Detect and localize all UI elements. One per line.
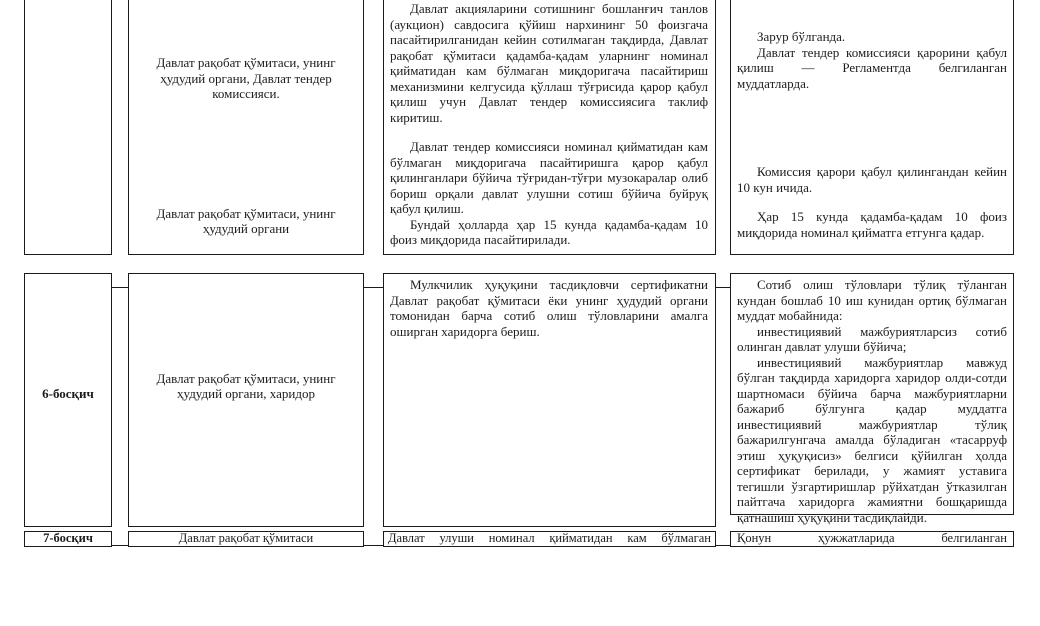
- stage5-term-paragraph-1: Зарур бўлганда.: [757, 29, 846, 44]
- stage6-connector-participants-actions: [364, 287, 383, 288]
- stage7-participants-box: [128, 531, 364, 547]
- stage6-label-box: [24, 273, 112, 527]
- stage7-actions-box: [383, 531, 716, 547]
- stage7-action-paragraph-1: Давлат улуши номинал қийматидан кам бўлмаган: [388, 531, 711, 545]
- stage7-participants-text: Давлат рақобат қўмитаси: [178, 531, 314, 545]
- stage6-term-paragraph-2: инвестициявий мажбуриятларсиз сотиб олинган давлат улуши бўйича;: [737, 323, 1007, 354]
- stage7-connector-label-participants: [112, 545, 128, 546]
- stage6-actions-box: [383, 273, 716, 527]
- stage7-connector-participants-actions: [364, 545, 383, 546]
- stage5-terms-box: [730, 0, 1014, 255]
- stage6-terms-box: [730, 273, 1014, 525]
- stage5-participants-text-1: Давлат рақобат қўмитаси, унинг ҳудудий органи, Давлат тендер комиссияси.: [156, 55, 336, 101]
- stage5-actions-box: [383, 0, 716, 255]
- stage5-action-paragraph-3: Бундай ҳолларда ҳар 15 кунда қадамба-қадам 10 фоиз миқдорида пасайтирилади.: [390, 216, 708, 247]
- stage7-label-box: [24, 531, 112, 547]
- stage5-term-paragraph-2: Давлат тендер комиссияси қарорини қабул қилиш — Регламентда белгиланган муддатларда.: [737, 44, 1007, 91]
- stage5-participants-text-2: Давлат рақобат қўмитаси, унинг ҳудудий органи: [156, 205, 336, 236]
- stage7-terms-box: [730, 531, 1014, 547]
- stage6-connector-label-participants: [112, 287, 128, 288]
- stage7-connector-actions-terms: [716, 545, 730, 546]
- stage5-label-box: [24, 0, 112, 255]
- stage6-term-paragraph-3: инвестициявий мажбуриятлар мавжуд бўлган тақдирда харидорга харидор олди-сотди шартномаси бўйича барча мажбуриятларни бажариб бўлгунга қадар муддатга инвестициявий мажбуриятлар тўлиқ бажарилгунгача амалда бўладиган «тасарруф этиш ҳуқуқисиз» белгиси қўйилган ҳолда сертификат берилади, у жамият уставига тегишли ўзгартиришлар рўйхатдан ўтказилган пайтгача харидорга жамиятни бошқаришда қатнашиш ҳуқуқини тасдиқлайди.: [737, 354, 1007, 525]
- stage5-term-paragraph-3: Комиссия қарори қабул қилингандан кейин 10 кун ичида.: [737, 164, 1007, 195]
- stage6-participants-text: Давлат рақобат қўмитаси, унинг ҳудудий органи, харидор: [156, 370, 336, 401]
- stage6-participants-box: [128, 273, 364, 527]
- stage6-term-paragraph-1: Сотиб олиш тўловлари тўлиқ тўланган кундан бошлаб 10 иш кунидан ортиқ бўлмаган муддат мобайнида:: [737, 277, 1007, 323]
- stage7-term-paragraph-1: Қонун ҳужжатларида белгиланган: [737, 531, 1007, 545]
- stage6-connector-actions-terms: [716, 287, 730, 288]
- stage5-participants-box: [128, 0, 364, 255]
- stage6-label: 6-босқич: [42, 386, 94, 402]
- stage5-action-paragraph-1: Давлат акцияларини сотишнинг бошланғич танлов (аукцион) савдосига қўйиш нархининг 50 фоизгача пасайтирилганидан кейин сотилмаган тақдирда, Давлат рақобат қўмитаси қадамба-қадам уларнинг номинал қийматидан кам бўлмаган миқдоригача пасайтириш механизмини келгусида қўллаш тўғрисида қарор қабул қилиш учун Давлат тендер комиссиясига таклиф киритиш.: [390, 1, 708, 125]
- stage5-term-paragraph-4: Ҳар 15 кунда қадамба-қадам 10 фоиз миқдорида номинал қийматга етгунга қадар.: [737, 209, 1007, 240]
- stage6-action-paragraph-1: Мулкчилик ҳуқуқини тасдиқловчи сертификатни Давлат рақобат қўмитаси ёки унинг ҳудудий органи томонидан барча сотиб олиш тўловларини амалга оширган харидорга бериш.: [390, 277, 708, 339]
- stage5-action-paragraph-2: Давлат тендер комиссияси номинал қийматидан кам бўлмаган миқдоригача пасайтиришга қарор қабул қилинганлари бўйича тўғридан-тўғри музокаралар олиб бориш орқали давлат улушни сотиш бўйича буйруқ қабул қилиш.: [390, 139, 708, 216]
- stage7-label: 7-босқич: [43, 531, 93, 545]
